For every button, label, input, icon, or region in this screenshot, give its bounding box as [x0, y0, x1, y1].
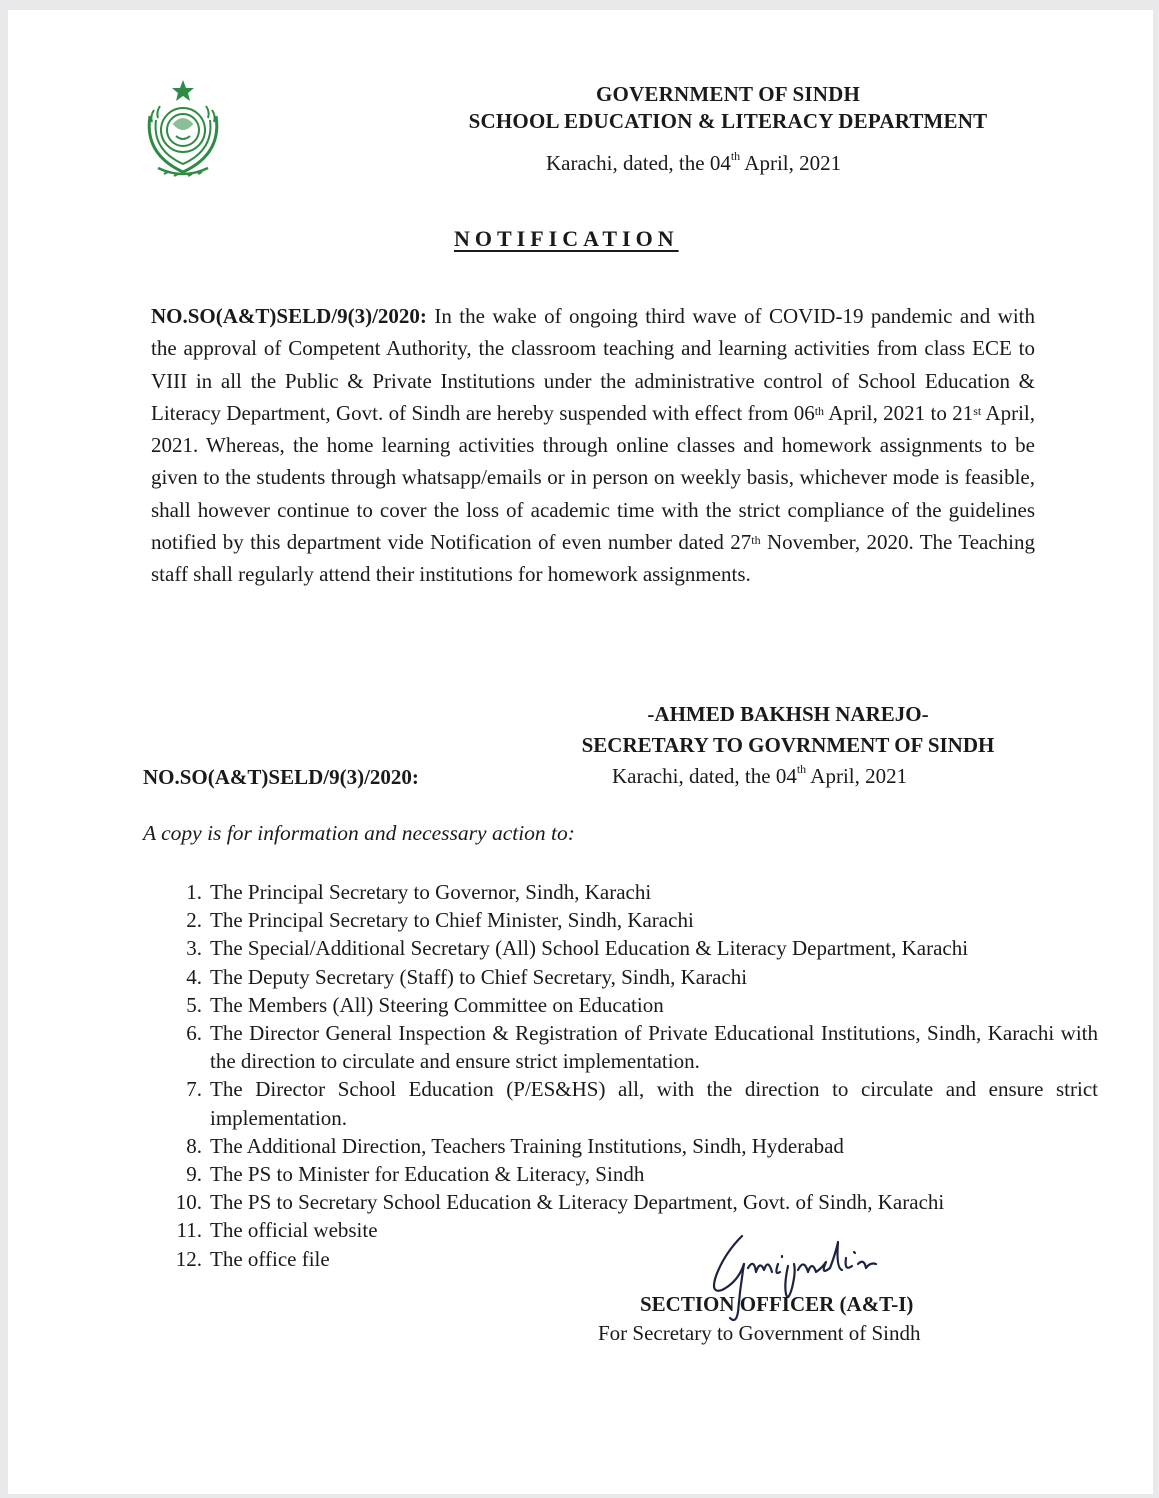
copy-item-number: 1. [186, 880, 202, 904]
header-department: SCHOOL EDUCATION & LITERACY DEPARTMENT [468, 109, 988, 133]
document-page [8, 10, 1153, 1494]
copy-list [173, 878, 1098, 1273]
copy-item [173, 1075, 1098, 1131]
copy-item [173, 1245, 1098, 1273]
copy-item [173, 1019, 1098, 1075]
signatory-name: -AHMED BAKHSH NAREJO- [647, 702, 929, 726]
copy-to-line: A copy is for information and necessary action to: [143, 821, 575, 845]
header-government: GOVERNMENT OF SINDH [596, 82, 860, 106]
copy-item-number: 12. [175, 1246, 202, 1271]
copy-item-number: 4. [186, 964, 202, 989]
copy-item-text: The Principal Secretary to Governor, Sindh, Karachi [210, 880, 652, 904]
copy-item-text: The Members (All) Steering Committee on Education [210, 992, 664, 1017]
notification-body: NO.SO(A&T)SELD/9(3)/2020: In the wake of ongoing third wave of COVID-19 pandemic and with the approval of Competent Authority, the classroom teaching and learning activities from class ECE to VIII in all the Public & Private Institutions under the administrative control of School Education & Literacy Department, Govt. of Sindh are hereby suspended with effect from 06th April, 2021 to 21st April, 2021. Whereas, the home learning activities through online classes and homework assignments to be given to the students through whatsapp/emails or in person on weekly basis, whichever mode is feasible, shall however continue to cover the loss of academic time with the strict compliance of the guidelines notified by this department vide Notification of even number dated 27th November, 2020. The Teaching staff shall regularly attend their institutions for homework assignments. [151, 304, 1035, 587]
copy-item [173, 1132, 1098, 1160]
copy-item-text: The Special/Additional Secretary (All) School Education & Literacy Department, Karachi [210, 936, 969, 961]
copy-item [173, 878, 1098, 906]
copy-item [173, 991, 1098, 1019]
copy-item-number: 5. [186, 992, 202, 1017]
copy-item-number: 3. [186, 936, 202, 961]
copy-item-number: 6. [186, 1021, 202, 1046]
copy-item-text: The Additional Direction, Teachers Training Institutions, Sindh, Hyderabad [210, 1133, 844, 1158]
signatory-title: SECRETARY TO GOVRNMENT OF SINDH [581, 733, 995, 757]
copy-item [173, 1188, 1098, 1216]
copy-item-text: The office file [210, 1246, 330, 1271]
copy-item [173, 963, 1098, 991]
sindh-emblem-icon [136, 76, 230, 184]
copy-item-text: The Principal Secretary to Chief Minister, Sindh, Karachi [210, 908, 694, 933]
endorsement-date: Karachi, dated, the 04th April, 2021 [612, 762, 908, 788]
copy-item [173, 906, 1098, 934]
copy-item-text: The Director School Education (P/ES&HS) all, with the direction to circulate and ensure strict implementation. [210, 1077, 1098, 1130]
copy-item-number: 8. [186, 1133, 202, 1158]
copy-item [173, 1160, 1098, 1188]
copy-item-text: The Deputy Secretary (Staff) to Chief Secretary, Sindh, Karachi [210, 964, 748, 989]
section-officer-for: For Secretary to Government of Sindh [598, 1321, 921, 1345]
copy-item-text: The PS to Secretary School Education & Literacy Department, Govt. of Sindh, Karachi [210, 1190, 945, 1215]
copy-item-number: 2. [186, 908, 202, 933]
copy-item-text: The Director General Inspection & Registration of Private Educational Institutions, Sindh, Karachi with the direction to circulate and ensure strict implementation. [210, 1021, 1098, 1074]
endorsement-ref: NO.SO(A&T)SELD/9(3)/2020: [143, 765, 419, 789]
copy-item-text: The PS to Minister for Education & Literacy, Sindh [210, 1162, 645, 1187]
copy-item-number: 9. [186, 1162, 202, 1187]
header-date: Karachi, dated, the 04th April, 2021 [546, 149, 842, 175]
copy-item-number: 10. [175, 1190, 202, 1215]
copy-item-number: 7. [186, 1077, 202, 1102]
notification-ref: NO.SO(A&T)SELD/9(3)/2020: [151, 304, 427, 328]
copy-item [173, 1216, 1098, 1244]
section-officer-title: SECTION OFFICER (A&T-I) [640, 1292, 914, 1316]
copy-item [173, 934, 1098, 962]
notification-title: NOTIFICATION [454, 226, 679, 251]
copy-item-number: 11. [176, 1218, 202, 1243]
copy-item-text: The official website [210, 1218, 378, 1243]
